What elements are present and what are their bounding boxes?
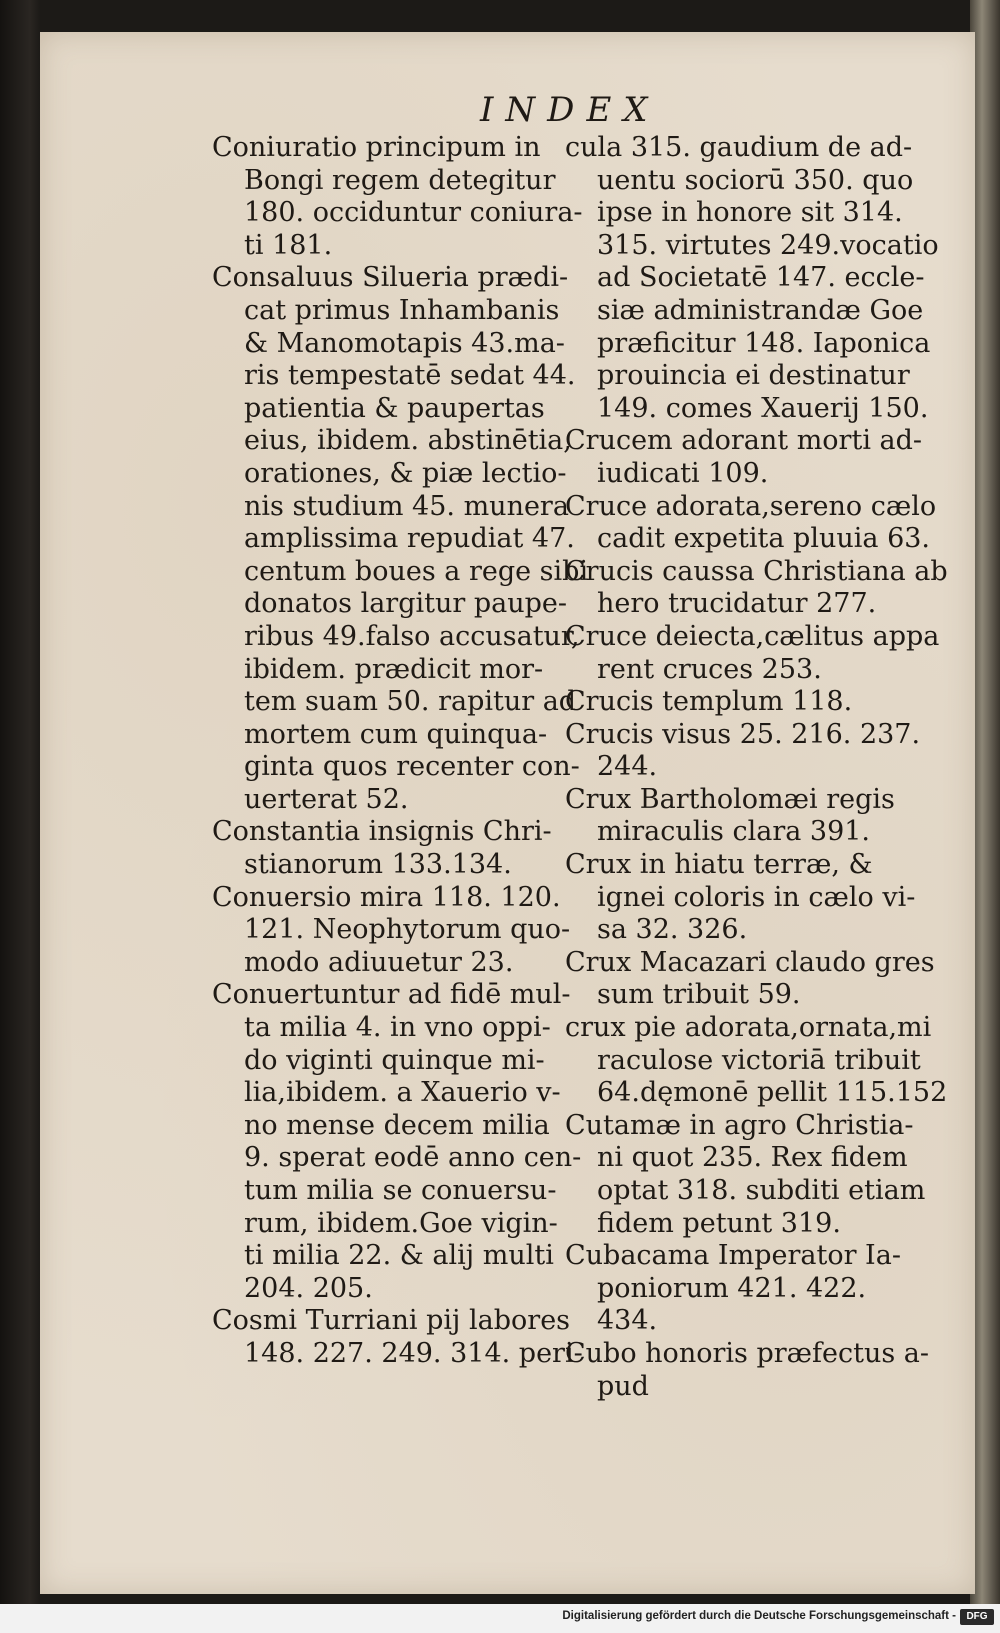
index-line: do viginti quinque mi-	[244, 1044, 545, 1076]
index-entry	[565, 425, 955, 490]
index-line: rum, ibidem.Goe vigin-	[244, 1207, 558, 1239]
index-line: pud	[597, 1370, 649, 1402]
index-line: ibidem. prædicit mor-	[244, 653, 544, 685]
index-line: 434.	[597, 1305, 658, 1337]
left-column	[212, 132, 589, 1371]
index-line: miraculis clara 391.	[597, 816, 871, 848]
index-entry	[565, 686, 955, 719]
digitization-footer	[0, 1604, 1000, 1633]
index-entry	[565, 1338, 955, 1403]
index-line: Consaluus Silueria prædi-	[212, 262, 569, 294]
index-line: ipse in honore sit 314.	[597, 197, 903, 229]
book-page	[40, 32, 975, 1594]
index-line: 315. virtutes 249.vocatio	[597, 229, 939, 261]
index-line: iudicati 109.	[597, 457, 769, 489]
index-line: ni quot 235. Rex fidem	[597, 1142, 908, 1174]
index-line: centum boues a rege sibi	[244, 555, 589, 587]
index-entry	[565, 719, 955, 784]
index-line: Constantia insignis Chri-	[212, 816, 552, 848]
index-line: poniorum 421. 422.	[597, 1272, 867, 1304]
index-line: cat primus Inhambanis	[244, 294, 560, 326]
index-entry	[212, 1305, 582, 1370]
index-line: no mense decem milia	[244, 1109, 550, 1141]
index-line: nis studium 45. munera	[244, 490, 569, 522]
index-line: ti milia 22. & alij multi	[244, 1240, 554, 1272]
index-line: Crucis templum 118.	[565, 686, 853, 718]
index-line: prouincia ei destinatur	[597, 360, 910, 392]
index-line: siæ administrandæ Goe	[597, 294, 924, 326]
index-line: cadit expetita pluuia 63.	[597, 523, 931, 555]
index-line: 64.dęmonē pellit 115.152	[597, 1077, 948, 1109]
index-line: Bongi regem detegitur	[244, 164, 556, 196]
index-line: donatos largitur paupe-	[244, 588, 568, 620]
index-entry	[212, 882, 582, 980]
index-line: Crucis visus 25. 216. 237.	[565, 718, 921, 750]
index-line: tem suam 50. rapitur ad	[244, 686, 577, 718]
index-line: ribus 49.falso accusatur,	[244, 620, 580, 652]
index-line: lia,ibidem. a Xauerio v-	[244, 1077, 561, 1109]
index-line: sa 32. 326.	[597, 914, 748, 946]
index-entry	[565, 947, 955, 1012]
index-line: 244.	[597, 751, 658, 783]
index-line: 149. comes Xauerij 150.	[597, 392, 929, 424]
index-line: Cruce deiecta,cælitus appa	[565, 620, 940, 652]
index-line: orationes, & piæ lectio-	[244, 457, 567, 489]
right-column	[565, 132, 955, 1403]
index-line: 148. 227. 249. 314. peri-	[244, 1337, 583, 1369]
index-line: Cosmi Turriani pij labores	[212, 1305, 571, 1337]
index-line: Crucis caussa Christiana ab	[565, 555, 948, 587]
index-line: rent cruces 253.	[597, 653, 822, 685]
index-line: ignei coloris in cælo vi-	[597, 881, 916, 913]
index-line: uerterat 52.	[244, 783, 409, 815]
index-entry	[212, 816, 582, 881]
index-line: Cutamæ in agro Christia-	[565, 1109, 914, 1141]
index-entry	[565, 1012, 955, 1110]
index-line: Cubo honoris præfectus a-	[565, 1337, 929, 1369]
index-line: 121. Neophytorum quo-	[244, 914, 571, 946]
index-line: tum milia se conuersu-	[244, 1175, 557, 1206]
index-line: amplissima repudiat 47.	[244, 523, 575, 555]
index-line: Crux Bartholomæi regis	[565, 783, 895, 815]
index-line: ti 181.	[244, 229, 333, 261]
index-line: 9. sperat eodē anno cen-	[244, 1142, 582, 1174]
index-line: 204. 205.	[244, 1272, 373, 1304]
index-entry	[212, 132, 582, 262]
dfg-logo: DFG	[960, 1609, 994, 1625]
index-line: Crux in hiatu terræ, &	[565, 849, 873, 881]
index-entry	[565, 556, 955, 621]
index-line: Crux Macazari claudo gres	[565, 946, 935, 978]
index-entry	[565, 621, 955, 686]
index-line: optat 318. subditi etiam	[597, 1175, 926, 1206]
index-line: Conuertuntur ad fidē mul-	[212, 979, 571, 1011]
index-line: ris tempestatē sedat 44.	[244, 360, 576, 392]
index-entry	[565, 849, 955, 947]
index-line: Coniuratio principum in	[212, 132, 541, 163]
index-line: Cubacama Imperator Ia-	[565, 1240, 901, 1272]
index-line: raculose victoriā tribuit	[597, 1044, 921, 1076]
index-entry	[565, 491, 955, 556]
index-line: sum tribuit 59.	[597, 979, 801, 1011]
index-line: Cruce adorata,sereno cælo	[565, 490, 937, 522]
index-line: hero trucidatur 277.	[597, 588, 877, 620]
index-line: fidem petunt 319.	[597, 1207, 841, 1239]
page-header: INDEX	[480, 90, 660, 130]
index-entry	[212, 979, 582, 1305]
index-entry	[565, 132, 955, 425]
index-line: mortem cum quinqua-	[244, 718, 548, 750]
index-entry	[212, 262, 589, 816]
index-line: Crucem adorant morti ad-	[565, 425, 923, 457]
index-entry	[565, 1110, 955, 1240]
index-entry	[565, 1240, 955, 1338]
index-line: uentu sociorū 350. quo	[597, 164, 914, 196]
index-line: Conuersio mira 118. 120.	[212, 881, 561, 913]
index-line: & Manomotapis 43.ma-	[244, 327, 565, 359]
index-entry	[565, 784, 955, 849]
index-line: patientia & paupertas	[244, 392, 545, 424]
index-line: stianorum 133.134.	[244, 849, 512, 881]
index-line: cula 315. gaudium de ad-	[565, 132, 913, 163]
index-line: modo adiuuetur 23.	[244, 946, 514, 978]
index-line: ginta quos recenter con-	[244, 751, 580, 783]
footer-credit: Digitalisierung gefördert durch die Deutsche Forschungsgemeinschaft -	[562, 1610, 956, 1622]
index-line: 180. occiduntur coniura-	[244, 197, 583, 229]
index-line: eius, ibidem. abstinētia,	[244, 425, 572, 457]
index-line: præficitur 148. Iaponica	[597, 327, 931, 359]
index-line: crux pie adorata,ornata,mi	[565, 1012, 932, 1044]
index-line: ad Societatē 147. eccle-	[597, 262, 925, 294]
index-line: ta milia 4. in vno oppi-	[244, 1012, 551, 1044]
